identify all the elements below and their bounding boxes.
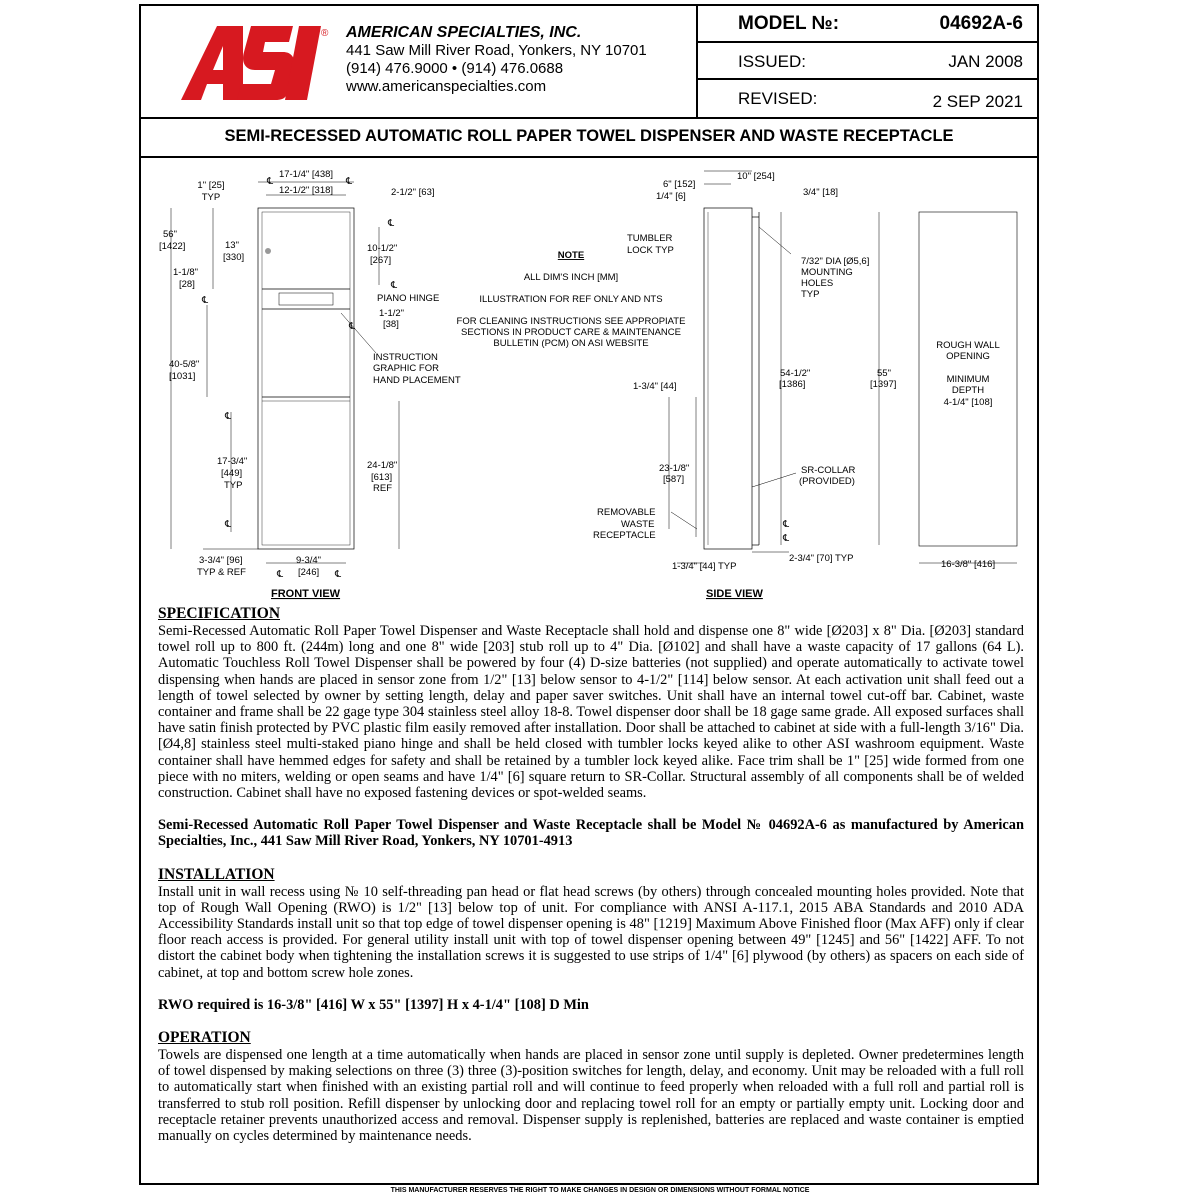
dim-24: 24-1/8" — [367, 460, 398, 471]
dim-13b: [330] — [223, 252, 245, 263]
dim-17: 17-3/4" — [217, 456, 248, 467]
note-line-2: ILLUSTRATION FOR REF ONLY AND NTS — [479, 294, 663, 305]
dim-54b: [1386] — [779, 379, 806, 390]
dim-54: 54-1/2" — [780, 368, 811, 379]
specification-heading: SPECIFICATION — [158, 605, 281, 622]
drawing-svg — [141, 157, 1037, 607]
company-name: AMERICAN SPECIALTIES, INC. — [346, 24, 582, 41]
dim-934: 9-3/4" — [296, 555, 322, 566]
removable-label-b: WASTE — [621, 519, 655, 530]
dim-234-typ: 2-3/4" [70] TYP — [789, 553, 854, 564]
asi-logo — [181, 24, 329, 102]
cl-mark: ℄ — [202, 295, 209, 306]
dim-118: 1-1/8" — [173, 267, 199, 278]
front-view-label: FRONT VIEW — [271, 588, 341, 600]
dim-934b: [246] — [298, 567, 320, 578]
note-line-1: ALL DIM'S INCH [MM] — [523, 272, 619, 283]
cl-mark: ℄ — [388, 218, 395, 229]
tumbler-label-b: LOCK TYP — [627, 245, 674, 256]
dim-23b: [587] — [663, 474, 685, 485]
removable-label-a: REMOVABLE — [597, 507, 656, 518]
cl-mark: ℄ — [267, 176, 274, 187]
front-view-labels — [159, 169, 461, 600]
spec-sheet — [139, 4, 1039, 1185]
revised-label: REVISED: — [738, 89, 818, 108]
dim-10: 10-1/2" — [367, 243, 398, 254]
holes-label-d: TYP — [801, 289, 820, 300]
srcollar-label-b: (PROVIDED) — [799, 476, 855, 487]
side-view-geometry — [669, 171, 1017, 563]
rwo-label-c: MINIMUM — [946, 374, 990, 385]
piano-hinge-label: PIANO HINGE — [377, 293, 440, 304]
dim-112: 1-1/2" — [379, 308, 405, 319]
instr-label-b: GRAPHIC FOR — [373, 363, 439, 374]
cl-mark: ℄ — [346, 176, 353, 187]
cl-mark: ℄ — [783, 533, 790, 544]
dim-three-quarter: 3/4" [18] — [803, 187, 839, 198]
note-line-3: FOR CLEANING INSTRUCTIONS SEE APPROPIATE — [456, 316, 686, 327]
dim-55: 55" — [877, 368, 891, 379]
dim-17b: [449] — [221, 468, 243, 479]
dim-10b: [267] — [370, 255, 392, 266]
rwo-requirement: RWO required is 16-3/8" [416] W x 55" [1397] H x 4-1/4" [108] D Min — [158, 996, 589, 1013]
dim-front-width: 17-1/4" [438] — [278, 169, 334, 180]
technical-drawing — [141, 157, 1037, 607]
dim-40b: [1031] — [169, 371, 196, 382]
dim-17c: TYP — [224, 480, 243, 491]
text-body — [158, 605, 1024, 1144]
company-website[interactable]: www.americanspecialties.com — [346, 78, 547, 95]
dim-24c: REF — [373, 483, 392, 494]
revised-row — [698, 80, 1039, 117]
rwo-label-a: ROUGH WALL — [936, 340, 1000, 351]
installation-text: Install unit in wall recess using № 10 self-threading pan head or flat head screws (by others) through concealed mounting holes provided. Note that top of Rough Wall Opening (RWO) is 1/2" [13] below top of unit. For compliance with ANSI A-117.1, 2015 ABA Standards and 2010 ADA Accessibility Standards install unit so that top edge of towel dispenser opening is 48" [1219] Maximum Above Finished floor (Max AFF) only if clear floor reach access is provided. For general utility install unit with top of towel dispenser opening between 49" [1245] and 56" [1422] AFF. To not distort the cabinet body when tightening the installation screws it is suggested to use strips of 1/4" [6] plywood (by others) as spacers on each side of cabinet, at top and bottom screw hole zones. — [158, 883, 1024, 981]
holes-label-c: HOLES — [801, 278, 834, 289]
dim-23: 23-1/8" — [659, 463, 690, 474]
dim-10in: 10" [254] — [737, 171, 775, 182]
issued-label: ISSUED: — [738, 52, 807, 71]
model-value: 04692A-6 — [939, 13, 1023, 34]
specification-text: Semi-Recessed Automatic Roll Paper Towel Dispenser and Waste Receptacle shall hold and dispense one 8" wide [Ø203] x 8" Dia. [Ø203] standard towel roll up to 800 ft. (244m) long and one 8" wide [203] stub roll up to 4" Dia. [Ø102] and shall have a waste capacity of 17 gallons (64 L). Automatic Touchless Roll Towel Dispenser shall be powered by four (4) D-size batteries (not supplied) and operate automatically to activate towel dispensing when hands are placed in sensor zone from 1/2" [13] below sensor to 4-1/2" [114] below sensor. At each activation unit shall feed out a length of towel selected by owner by setting length, delay and paper saver switches. Unit shall have an internal towel cut-off bar. Cabinet, waste container and frame shall be 22 gage type 304 stainless steel alloy 18-8. Towel dispenser door shall be 18 gage same grade. All exposed surfaces shall have satin finish protected by PVC plastic film easily removed after installation. Door shall be attached to cabinet at side with a full-length 3/16" Dia. [Ø4,8] stainless steel multi-staked piano hinge and shall be held closed with tumbler locks keyed alike to other ASI washroom equipment. Waste container shall have hemmed edges for safety and shall be retained by a tumbler lock keyed alike. Face trim shall be 1" [25] wide formed from one piece with no miters, welding or open seams and have 1/4" [6] square return to SR-Collar. Structural assembly of all components shall be of welded construction. Cabinet shall have no exposed fastening devices or spot-welded seams. — [158, 623, 1024, 802]
dim-112b: [38] — [383, 319, 399, 330]
operation-text: Towels are dispensed one length at a time automatically when hands are placed in sensor zone until supply is depleted. Owner predetermines length of towel dispensed by making selections on three (3) three (3)-position switches for length, delay, and economy. Unit may be reloaded with a full roll to automatically start when finished with an existing partial roll and will continue to feed properly when reloaded with a full roll and partial roll is transferred to stub roll position. Refill dispenser by unlocking door and replacing towel roll for an empty or partially empty unit. Locking door and receptacle retainer prevents unauthorized access and removal. Dispenser supply is replenished, batteries are replaced and waste container is emptied manually on cycles determined by maintenance needs. — [158, 1047, 1024, 1145]
front-view-geometry — [171, 182, 399, 563]
cl-mark: ℄ — [335, 569, 342, 580]
dim-134-typ: 1-3/4" [44] TYP — [672, 561, 737, 572]
cl-mark: ℄ — [783, 519, 790, 530]
header — [141, 6, 1037, 119]
meta-table — [696, 6, 1039, 117]
dim-13: 13" — [225, 240, 239, 251]
dim-typ-1: 1" [25] — [197, 180, 225, 191]
dim-24b: [613] — [371, 472, 393, 483]
dim-quarter: 1/4" [6] — [656, 191, 686, 202]
revised-value: 2 SEP 2021 — [932, 92, 1023, 111]
holes-label-b: MOUNTING — [801, 267, 853, 278]
model-label: MODEL №: — [738, 13, 840, 34]
operation-heading: OPERATION — [158, 1029, 251, 1047]
rwo-label-d: DEPTH — [951, 385, 985, 396]
cl-mark: ℄ — [225, 519, 232, 530]
dim-front-inner: 12-1/2" [318] — [278, 185, 334, 196]
model-row — [698, 6, 1039, 43]
note-title: NOTE — [557, 250, 585, 261]
logo-text: ASI — [181, 24, 183, 25]
model-statement: Semi-Recessed Automatic Roll Paper Towel Dispenser and Waste Receptacle shall be Model № 04692A-6 as manufactured by American Specialties, Inc., 441 Saw Mill River Road, Yonkers, NY 10701-4913 — [158, 817, 1024, 850]
tumbler-label-a: TUMBLER — [627, 233, 673, 244]
footer-disclaimer: THIS MANUFACTURER RESERVES THE RIGHT TO MAKE CHANGES IN DESIGN OR DIMENSIONS WITHOUT FORMAL NOTICE — [390, 1187, 810, 1194]
holes-label-a: 7/32" DIA [Ø5,6] — [801, 256, 870, 267]
page-title: SEMI-RECESSED AUTOMATIC ROLL PAPER TOWEL DISPENSER AND WASTE RECEPTACLE — [141, 117, 1037, 158]
company-address: 441 Saw Mill River Road, Yonkers, NY 10701 — [346, 42, 647, 59]
note-line-4: SECTIONS IN PRODUCT CARE & MAINTENANCE — [461, 327, 681, 338]
company-phone: (914) 476.9000 • (914) 476.0688 — [346, 60, 564, 77]
installation-heading: INSTALLATION — [158, 865, 275, 883]
instr-label-c: HAND PLACEMENT — [373, 375, 461, 386]
rwo-label-e: 4-1/4" [108] — [943, 397, 993, 408]
side-view-label: SIDE VIEW — [706, 588, 763, 600]
cl-mark: ℄ — [349, 321, 356, 332]
side-view-labels — [593, 171, 1000, 600]
logo-letter-s — [237, 26, 295, 100]
dim-6in: 6" [152] — [663, 179, 696, 190]
dim-134: 1-3/4" [44] — [633, 381, 677, 392]
dim-118b: [28] — [179, 279, 195, 290]
cl-mark: ℄ — [225, 411, 232, 422]
dim-2-5: 2-1/2" [63] — [391, 187, 435, 198]
instr-label-a: INSTRUCTION — [373, 352, 438, 363]
dim-56b: [1422] — [159, 241, 186, 252]
cl-mark: ℄ — [391, 280, 398, 291]
dim-typ-1b: TYP — [201, 192, 221, 203]
rwo-label-b: OPENING — [946, 351, 990, 362]
company-block — [346, 24, 647, 96]
dim-56: 56" — [163, 229, 177, 240]
cl-mark: ℄ — [277, 569, 284, 580]
logo-letter-a — [181, 26, 243, 100]
note-block — [457, 250, 686, 349]
note-line-5: BULLETIN (PCM) ON ASI WEBSITE — [493, 338, 649, 349]
rwo-width: 16-3/8" [416] — [941, 559, 996, 570]
dim-334b: TYP & REF — [197, 567, 246, 578]
issued-row — [698, 43, 1039, 80]
removable-label-c: RECEPTACLE — [593, 530, 656, 541]
issued-value: JAN 2008 — [948, 52, 1023, 71]
dim-334: 3-3/4" [96] — [199, 555, 243, 566]
srcollar-label-a: SR-COLLAR — [801, 465, 856, 476]
dim-55b: [1397] — [870, 379, 897, 390]
dim-40: 40-5/8" — [169, 359, 200, 370]
svg-text:®: ® — [321, 28, 329, 39]
